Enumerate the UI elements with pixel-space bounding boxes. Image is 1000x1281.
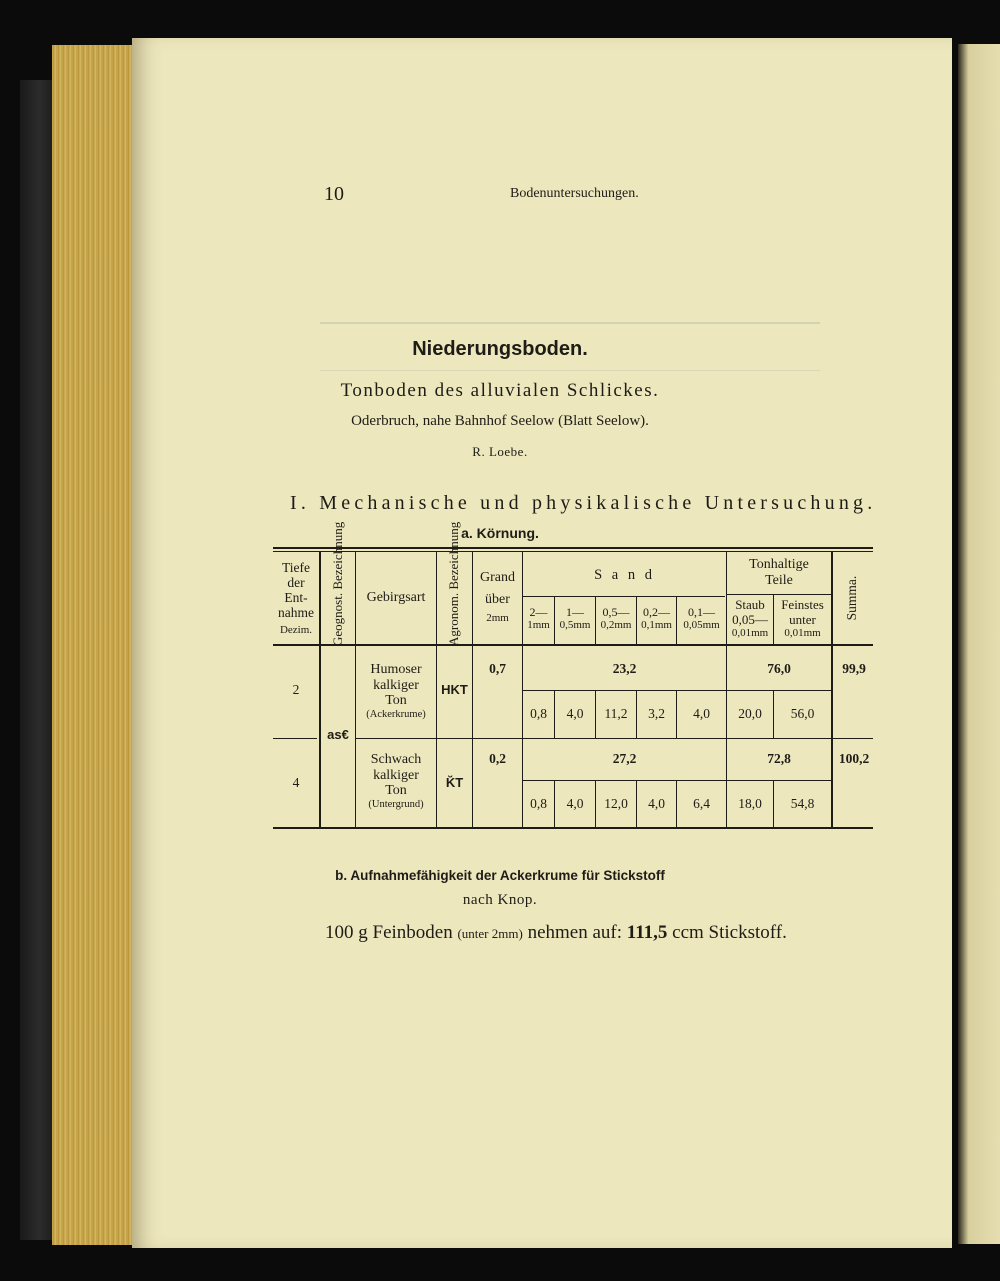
row1-agronom: HKT bbox=[441, 682, 468, 697]
bleed-through-line bbox=[320, 322, 820, 324]
row1-sand-05-02: 11,2 bbox=[604, 706, 628, 721]
bleed-through-line bbox=[320, 370, 820, 371]
header-tonhaltige: Tonhaltige Teile bbox=[749, 557, 809, 588]
page-edges bbox=[52, 45, 142, 1245]
header-staub: Staub 0,05— 0,01mm bbox=[731, 597, 769, 640]
book-page bbox=[132, 38, 952, 1248]
header-sand-1-05: 1— 0,5mm bbox=[559, 605, 591, 632]
row1-tiefe: 2 bbox=[292, 682, 300, 697]
row2-sand-02-01: 4,0 bbox=[648, 796, 665, 811]
nitrogen-absorption-line: 100 g Feinboden (unter 2mm) nehmen auf: 111,5 ccm Stickstoff. bbox=[325, 922, 787, 943]
row1-sand-total: 23,2 bbox=[612, 661, 637, 676]
row2-ton-total: 72,8 bbox=[767, 751, 791, 766]
header-sand-2-1: 2— 1mm bbox=[527, 605, 550, 632]
row2-tiefe: 4 bbox=[292, 775, 300, 790]
author-line: R. Loebe. bbox=[472, 444, 528, 459]
row1-summa: 99,9 bbox=[842, 661, 866, 676]
location-line: Oderbruch, nahe Bahnhof Seelow (Blatt Seelow). bbox=[351, 413, 649, 429]
row1-ton-total: 76,0 bbox=[767, 661, 791, 676]
row2-sand-05-02: 12,0 bbox=[604, 796, 628, 811]
header-sand-05-02: 0,5— 0,2mm bbox=[600, 605, 632, 632]
row1-sand-1-05: 4,0 bbox=[566, 706, 584, 721]
subsection-a-heading: a. Körnung. bbox=[461, 525, 539, 541]
header-agronom: Agronom. Bezeichnung bbox=[446, 521, 461, 646]
header-feinstes: Feinstes unter 0,01mm bbox=[781, 597, 824, 640]
row1-feinstes: 56,0 bbox=[790, 706, 815, 721]
header-tiefe: Tiefe der Ent- nahme Dezim. bbox=[278, 560, 314, 637]
row2-sand-2-1: 0,8 bbox=[530, 796, 547, 811]
row2-sand-1-05: 4,0 bbox=[566, 796, 584, 811]
row2-summa: 100,2 bbox=[838, 751, 870, 766]
row1-sand-2-1: 0,8 bbox=[530, 706, 547, 721]
row2-feinstes: 54,8 bbox=[790, 796, 815, 811]
header-sand: S a n d bbox=[594, 567, 655, 583]
header-summa: Summa. bbox=[844, 575, 859, 621]
geognost-value: as€ bbox=[327, 727, 349, 742]
header-geognost: Geognost. Bezeichnung bbox=[330, 521, 345, 646]
row2-grand: 0,2 bbox=[489, 751, 506, 766]
row2-sand-01-005: 6,4 bbox=[693, 796, 710, 811]
header-grand: Grand über 2mm bbox=[480, 570, 515, 625]
page-number: 10 bbox=[324, 183, 344, 205]
page-title: Niederungsboden. bbox=[412, 338, 588, 360]
row1-staub: 20,0 bbox=[738, 706, 762, 721]
row2-sand-total: 27,2 bbox=[612, 751, 637, 766]
row1-sand-01-005: 4,0 bbox=[693, 706, 710, 721]
subsection-b-method: nach Knop. bbox=[462, 892, 538, 908]
next-page-edge bbox=[958, 44, 1000, 1244]
section-heading: I. Mechanische und physikalische Untersuchung. bbox=[290, 492, 877, 514]
row1-sand-02-01: 3,2 bbox=[648, 706, 665, 721]
row1-grand: 0,7 bbox=[489, 661, 506, 676]
row1-gebirgsart: Humoser kalkiger Ton (Ackerkrume) bbox=[366, 662, 426, 721]
header-sand-02-01: 0,2— 0,1mm bbox=[641, 605, 672, 632]
soil-subtitle: Tonboden des alluvialen Schlickes. bbox=[340, 380, 660, 401]
running-head: Bodenuntersuchungen. bbox=[510, 186, 639, 201]
row2-staub: 18,0 bbox=[738, 796, 762, 811]
header-sand-01-005: 0,1— 0,05mm bbox=[683, 605, 720, 632]
row2-gebirgsart: Schwach kalkiger Ton (Untergrund) bbox=[368, 752, 424, 811]
subsection-b-heading: b. Aufnahmefähigkeit der Ackerkrume für Stickstoff bbox=[335, 868, 665, 883]
row2-agronom: K̆T bbox=[445, 775, 464, 790]
header-gebirgsart: Gebirgsart bbox=[366, 590, 426, 605]
